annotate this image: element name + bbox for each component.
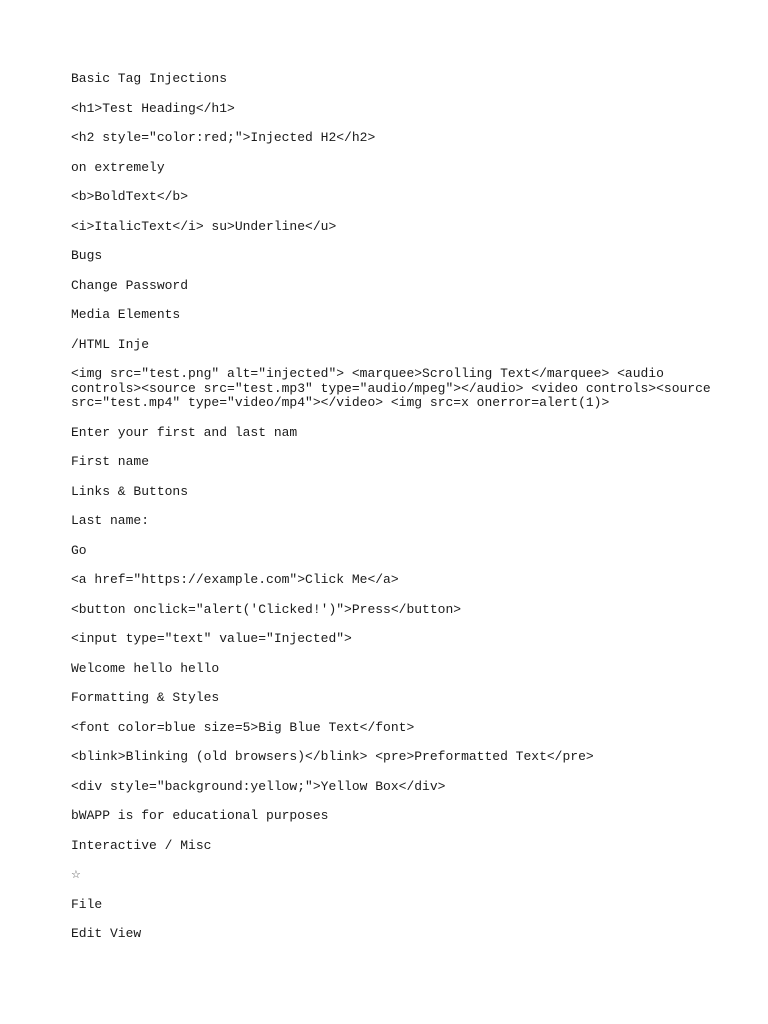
heading-formatting-styles: Formatting & Styles xyxy=(71,690,220,705)
text-bold-injection: <b>BoldText</b> xyxy=(71,189,189,204)
text-h2-injection: <h2 style="color:red;">Injected H2</h2> xyxy=(71,130,376,145)
heading-basic-tag-injections: Basic Tag Injections xyxy=(71,71,228,86)
text-last-name: Last name: xyxy=(71,513,150,528)
text-html-inje: /HTML Inje xyxy=(71,336,150,352)
text-bugs: Bugs xyxy=(71,248,103,263)
text-go: Go xyxy=(71,542,87,558)
text-bwapp-notice: bWAPP is for educational purposes xyxy=(71,808,329,823)
text-anchor-injection: <a href="https://example.com">Click Me</a> xyxy=(71,572,399,587)
text-edit-view: Edit View xyxy=(71,926,142,941)
text-file: File xyxy=(71,896,103,912)
text-div-injection: <div style="background:yellow;">Yellow Box</div> xyxy=(71,778,446,794)
text-media-injection: <img src="test.png" alt="injected"> <marquee>Scrolling Text</marquee> <audio controls><source src="test.mp3" type="audio/mpeg"></audio> <video controls><source src="test.mp4" type="video/mp4"></video> <img src=x onerror=alert(1)> xyxy=(71,366,719,410)
text-italic-underline-injection: <i>ItalicText</i> su>Underline</u> xyxy=(71,218,337,234)
text-change-password: Change Password xyxy=(71,277,189,293)
text-font-injection: <font color=blue size=5>Big Blue Text</font> xyxy=(71,719,415,735)
text-first-name: First name xyxy=(71,454,150,469)
text-blink-pre-injection: <blink>Blinking (old browsers)</blink> <pre>Preformatted Text</pre> xyxy=(71,749,594,764)
document-body xyxy=(71,71,719,942)
text-on-extremely: on extremely xyxy=(71,159,165,175)
text-button-injection: <button onclick="alert('Clicked!')">Press</button> xyxy=(71,601,462,617)
star-icon: ☆ xyxy=(71,868,81,881)
text-enter-name-prompt: Enter your first and last nam xyxy=(71,424,298,440)
text-welcome: Welcome hello hello xyxy=(71,660,220,676)
heading-links-buttons: Links & Buttons xyxy=(71,483,189,499)
heading-media-elements: Media Elements xyxy=(71,307,181,322)
text-input-injection: <input type="text" value="Injected"> xyxy=(71,631,352,646)
text-h1-injection: <h1>Test Heading</h1> xyxy=(71,100,235,116)
heading-interactive-misc: Interactive / Misc xyxy=(71,837,212,853)
